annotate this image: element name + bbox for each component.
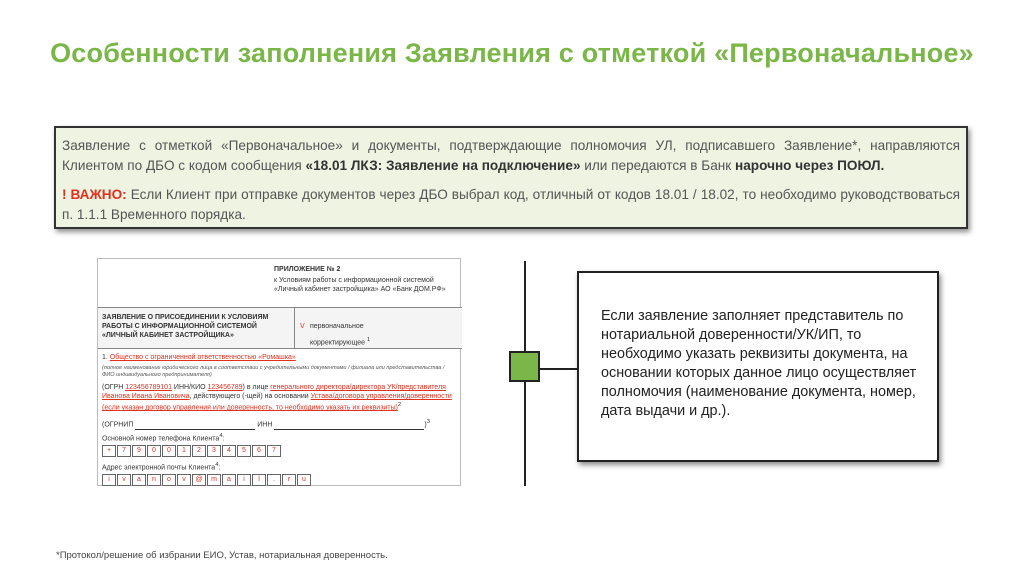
form-header-title: ЗАЯВЛЕНИЕ О ПРИСОЕДИНЕНИИ К УСЛОВИЯМ РАБОТЫ С ИНФОРМАЦИОННОЙ СИСТЕМОЙ «ЛИЧНЫЙ КАБИНЕТ ЗАСТРОЙЩИКА» (102, 314, 269, 339)
email-label: Адрес электронной почты Клиента$^4$: (102, 461, 221, 472)
email-char-cell: n (147, 474, 161, 486)
in-person-label: ) в лице (242, 384, 271, 391)
phone-digit-cell: 3 (207, 445, 221, 457)
org-hint: (полное наименование юридического лица в соответствии с учредительными документами / филиала или представительства / ФИО индивидуального предпринимателя) (102, 365, 445, 378)
info-box (54, 126, 968, 229)
ogrnip-label: (ОГРНИП (102, 421, 134, 429)
phone-digit-cell: 6 (252, 445, 266, 457)
phone-digit-cell: 1 (177, 445, 191, 457)
option-corrective-label: корректирующее (310, 339, 366, 347)
form-body (102, 353, 458, 486)
warning-icon: ! (62, 187, 67, 202)
info-text-a: Заявление с отметкой «Первоначальное» и документы, подтверждающие полномочия УЛ, подписавшего Заявление*, направляются Клиентом по ДБО с кодом сообщения (62, 138, 960, 173)
email-char-cell: v (117, 474, 131, 486)
ogrn-row (102, 383, 458, 412)
warning-label: ВАЖНО: (70, 187, 127, 202)
delivery-method: нарочно через ПОЮЛ. (735, 158, 885, 173)
acting-label: , действующего (-щей) на основании (189, 393, 311, 400)
footnote: *Протокол/решение об избрании ЕИО, Устав, нотариальная доверенность. (56, 550, 388, 561)
option-initial (300, 322, 364, 331)
phone-digit-cell: 9 (132, 445, 146, 457)
annex-block (274, 265, 454, 296)
application-form-excerpt (97, 258, 461, 486)
phone-digit-cell: 7 (117, 445, 131, 457)
email-char-cell: a (222, 474, 236, 486)
connector-line (540, 368, 578, 370)
email-cells (102, 474, 458, 486)
basis-sup: 2 (397, 402, 402, 408)
ogrnip-row (102, 418, 458, 429)
option-corrective (300, 336, 370, 347)
email-char-cell: a (132, 474, 146, 486)
check-mark-icon: V (300, 323, 305, 330)
org-name-value: Общество с ограниченной ответственностью «Ромашка» (109, 354, 296, 361)
phone-digit-cell: 7 (267, 445, 281, 457)
email-char-cell: i (102, 474, 116, 486)
annex-title: ПРИЛОЖЕНИЕ № 2 (274, 266, 341, 273)
org-name-row (102, 353, 458, 362)
phone-cells (102, 445, 458, 457)
phone-digit-cell: 5 (237, 445, 251, 457)
inn-value: 123456789 (207, 384, 243, 391)
option-corrective-sup: 1 (366, 337, 371, 343)
ogrn-value: 123456789101 (125, 384, 172, 391)
message-code: «18.01 ЛКЗ: Заявление на подключение» (305, 158, 581, 173)
option-initial-label: первоначальное (310, 323, 364, 330)
email-char-cell: i (237, 474, 251, 486)
inn2-label: ИНН (257, 421, 273, 429)
email-char-cell: @ (192, 474, 206, 486)
email-char-cell: r (282, 474, 296, 486)
email-char-cell: o (162, 474, 176, 486)
ogrnip-sup: 3 (426, 419, 430, 426)
info-text-b: или передаются в Банк (580, 158, 736, 173)
timeline-marker (509, 351, 540, 382)
phone-digit-cell: 4 (222, 445, 236, 457)
item-number: 1. (102, 354, 108, 361)
email-char-cell: l (252, 474, 266, 486)
ogrn-label: (ОГРН (102, 384, 126, 391)
basis-value: Устава/договора управления/доверенности (если указан договор управления или доверенность, то необходимо указать их реквизиты) (102, 393, 452, 412)
email-char-cell: v (177, 474, 191, 486)
representative-value: генерального директора/директора УК/представителя Иванова Ивана Ивановича (102, 384, 446, 400)
page-title: Особенности заполнения Заявления с отметкой «Первоначальное» (50, 38, 974, 68)
warning-text: Если Клиент при отправке документов через ДБО выбрал код, отличный от кодов 18.01 / 18.02, то необходимо руководствоваться п. 1.1.1 Временного порядка. (62, 187, 960, 222)
email-char-cell: m (207, 474, 221, 486)
phone-digit-cell: 0 (162, 445, 176, 457)
email-char-cell: . (267, 474, 281, 486)
phone-digit-cell: + (102, 445, 116, 457)
ogrnip-close: ) (424, 421, 427, 429)
phone-label: Основной номер телефона Клиента$^4$: (102, 432, 225, 442)
form-header (98, 307, 462, 349)
warning-paragraph (62, 185, 960, 225)
info-paragraph (62, 136, 960, 176)
annex-text: к Условиям работы с информационной системой «Личный кабинет застройщика» АО «Банк ДОМ.РФ» (274, 277, 446, 293)
phone-digit-cell: 2 (192, 445, 206, 457)
email-char-cell: u (297, 474, 311, 486)
phone-digit-cell: 0 (147, 445, 161, 457)
inn-label: ИНН/КИО (171, 384, 208, 391)
callout-box: Если заявление заполняет представитель по нотариальной доверенности/УК/ИП, то необходимо указать реквизиты документа, на основании которых данное лицо осуществляет полномочия (наименование документа, номер, дата выдачи и др.). (577, 271, 939, 462)
